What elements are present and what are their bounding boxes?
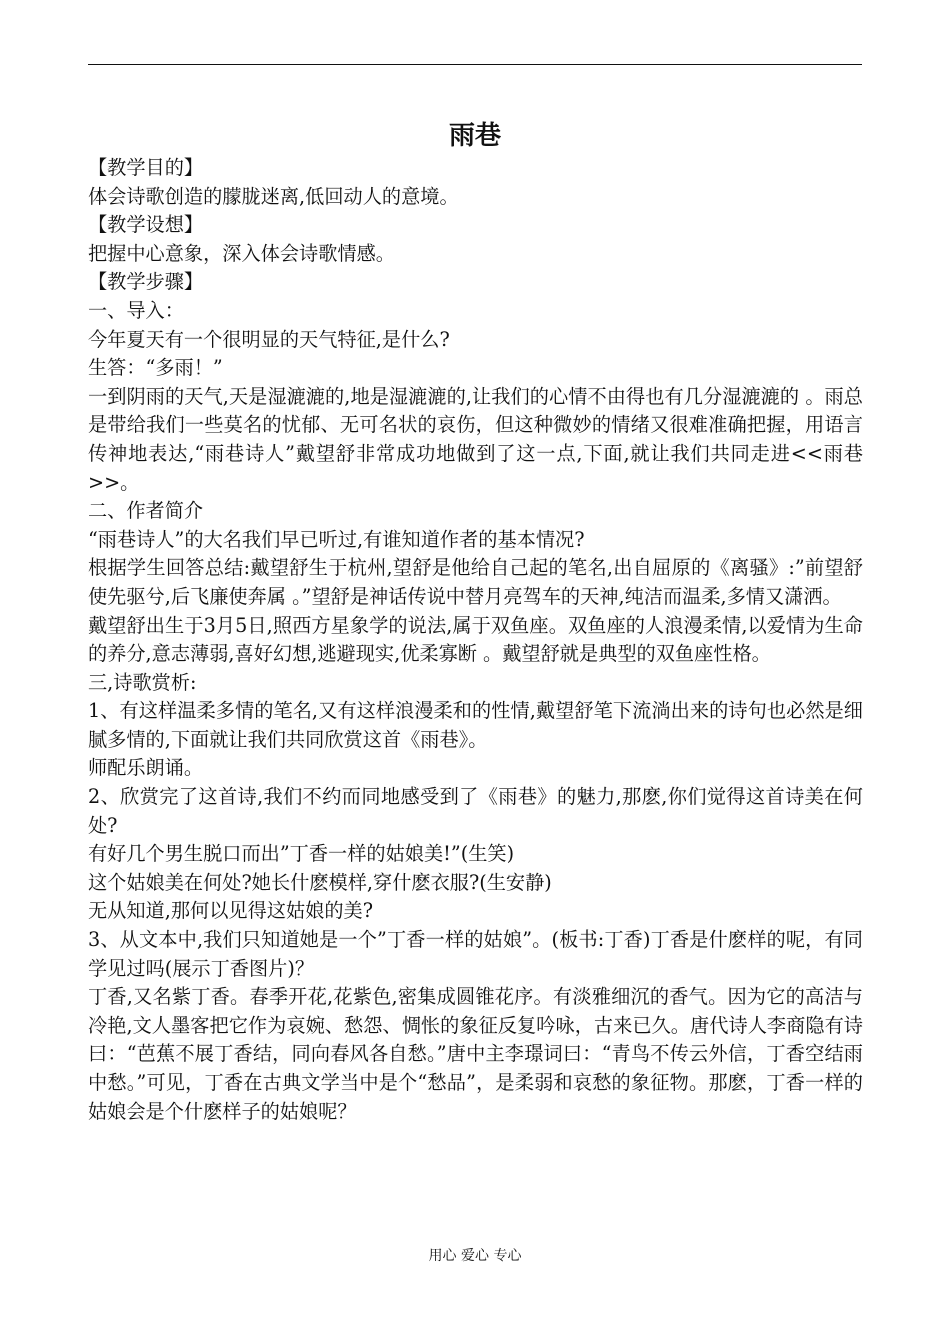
- paragraph: “雨巷诗人”的大名我们早已听过,有谁知道作者的基本情况?: [88, 527, 585, 551]
- section-heading-steps: 【教学步骤】: [88, 270, 204, 294]
- paragraph: 有好几个男生脱口而出”丁香一样的姑娘美!”(生笑): [88, 842, 515, 866]
- paragraph: 根据学生回答总结:戴望舒生于杭州,望舒是他给自己起的笔名,出自屈原的《离骚》:”前望舒使先驱兮,后飞廉使奔属 。”望舒是神话传说中替月亮驾车的天神,纯洁而温柔,多情又潇洒。: [88, 556, 863, 608]
- section-heading-intro: 一、导入：: [88, 298, 184, 322]
- header-rule: [88, 64, 862, 65]
- paragraph: 戴望舒出生于3月5日,照西方星象学的说法,属于双鱼座。双鱼座的人浪漫柔情,以爱情为生命的养分,意志薄弱,喜好幻想,逃避现实,优柔寡断 。戴望舒就是典型的双鱼座性格。: [88, 613, 863, 666]
- paragraph: 3、从文本中,我们只知道她是一个”丁香一样的姑娘”。(板书:丁香)丁香是什麽样的呢，有同学见过吗(展示丁香图片)？: [88, 928, 863, 980]
- document-body: [88, 154, 863, 1126]
- paragraph: 生答：“多雨！”: [88, 356, 223, 380]
- document-title: 雨巷: [448, 121, 501, 151]
- paragraph: 丁香,又名紫丁香。春季开花,花紫色,密集成圆锥花序。有淡雅细沉的香气。因为它的高洁与冷艳,文人墨客把它作为哀婉、愁怨、惆怅的象征反复吟咏，古来已久。唐代诗人李商隐有诗曰：“芭蕉不展丁香结，同向春风各自愁。”唐中主李璟词曰：“青鸟不传云外信，丁香空结雨中愁。”可见，丁香在古典文学当中是个“愁品”，是柔弱和哀愁的象征物。那麽，丁香一样的姑娘会是个什麽样子的姑娘呢？: [88, 985, 863, 1123]
- paragraph: 一到阴雨的天气,天是湿漉漉的,地是湿漉漉的,让我们的心情不由得也有几分湿漉漉的 。雨总是带给我们一些莫名的忧郁、无可名状的哀伤，但这种微妙的情绪又很难准确把握，用语言传神地表达,“雨巷诗人”戴望舒非常成功地做到了这一点,下面,就让我们共同走进<<雨巷>>。: [88, 384, 863, 494]
- paragraph: 今年夏天有一个很明显的天气特征,是什么?: [88, 327, 450, 351]
- section-heading-goal: 【教学目的】: [88, 156, 204, 179]
- paragraph: 1、有这样温柔多情的笔名,又有这样浪漫柔和的性情,戴望舒笔下流淌出来的诗句也必然是细腻多情的,下面就让我们共同欣赏这首《雨巷》。: [88, 699, 863, 751]
- paragraph: 体会诗歌创造的朦胧迷离,低回动人的意境。: [88, 184, 459, 208]
- paragraph: 这个姑娘美在何处?她长什麽模样,穿什麽衣服?(生安静): [88, 870, 552, 894]
- paragraph: 师配乐朗诵。: [88, 756, 204, 780]
- paragraph: 无从知道,那何以见得这姑娘的美?: [88, 899, 374, 923]
- paragraph: 2、欣赏完了这首诗,我们不约而同地感受到了《雨巷》的魅力,那麽,你们觉得这首诗美在何处?: [88, 785, 863, 837]
- section-heading-design: 【教学设想】: [88, 213, 204, 237]
- section-heading-author: 二、作者简介: [88, 499, 204, 523]
- paragraph: 把握中心意象，深入体会诗歌情感。: [88, 241, 395, 265]
- section-heading-analysis: 三,诗歌赏析:: [88, 670, 197, 694]
- page-footer: 用心 爱心 专心: [428, 1248, 522, 1264]
